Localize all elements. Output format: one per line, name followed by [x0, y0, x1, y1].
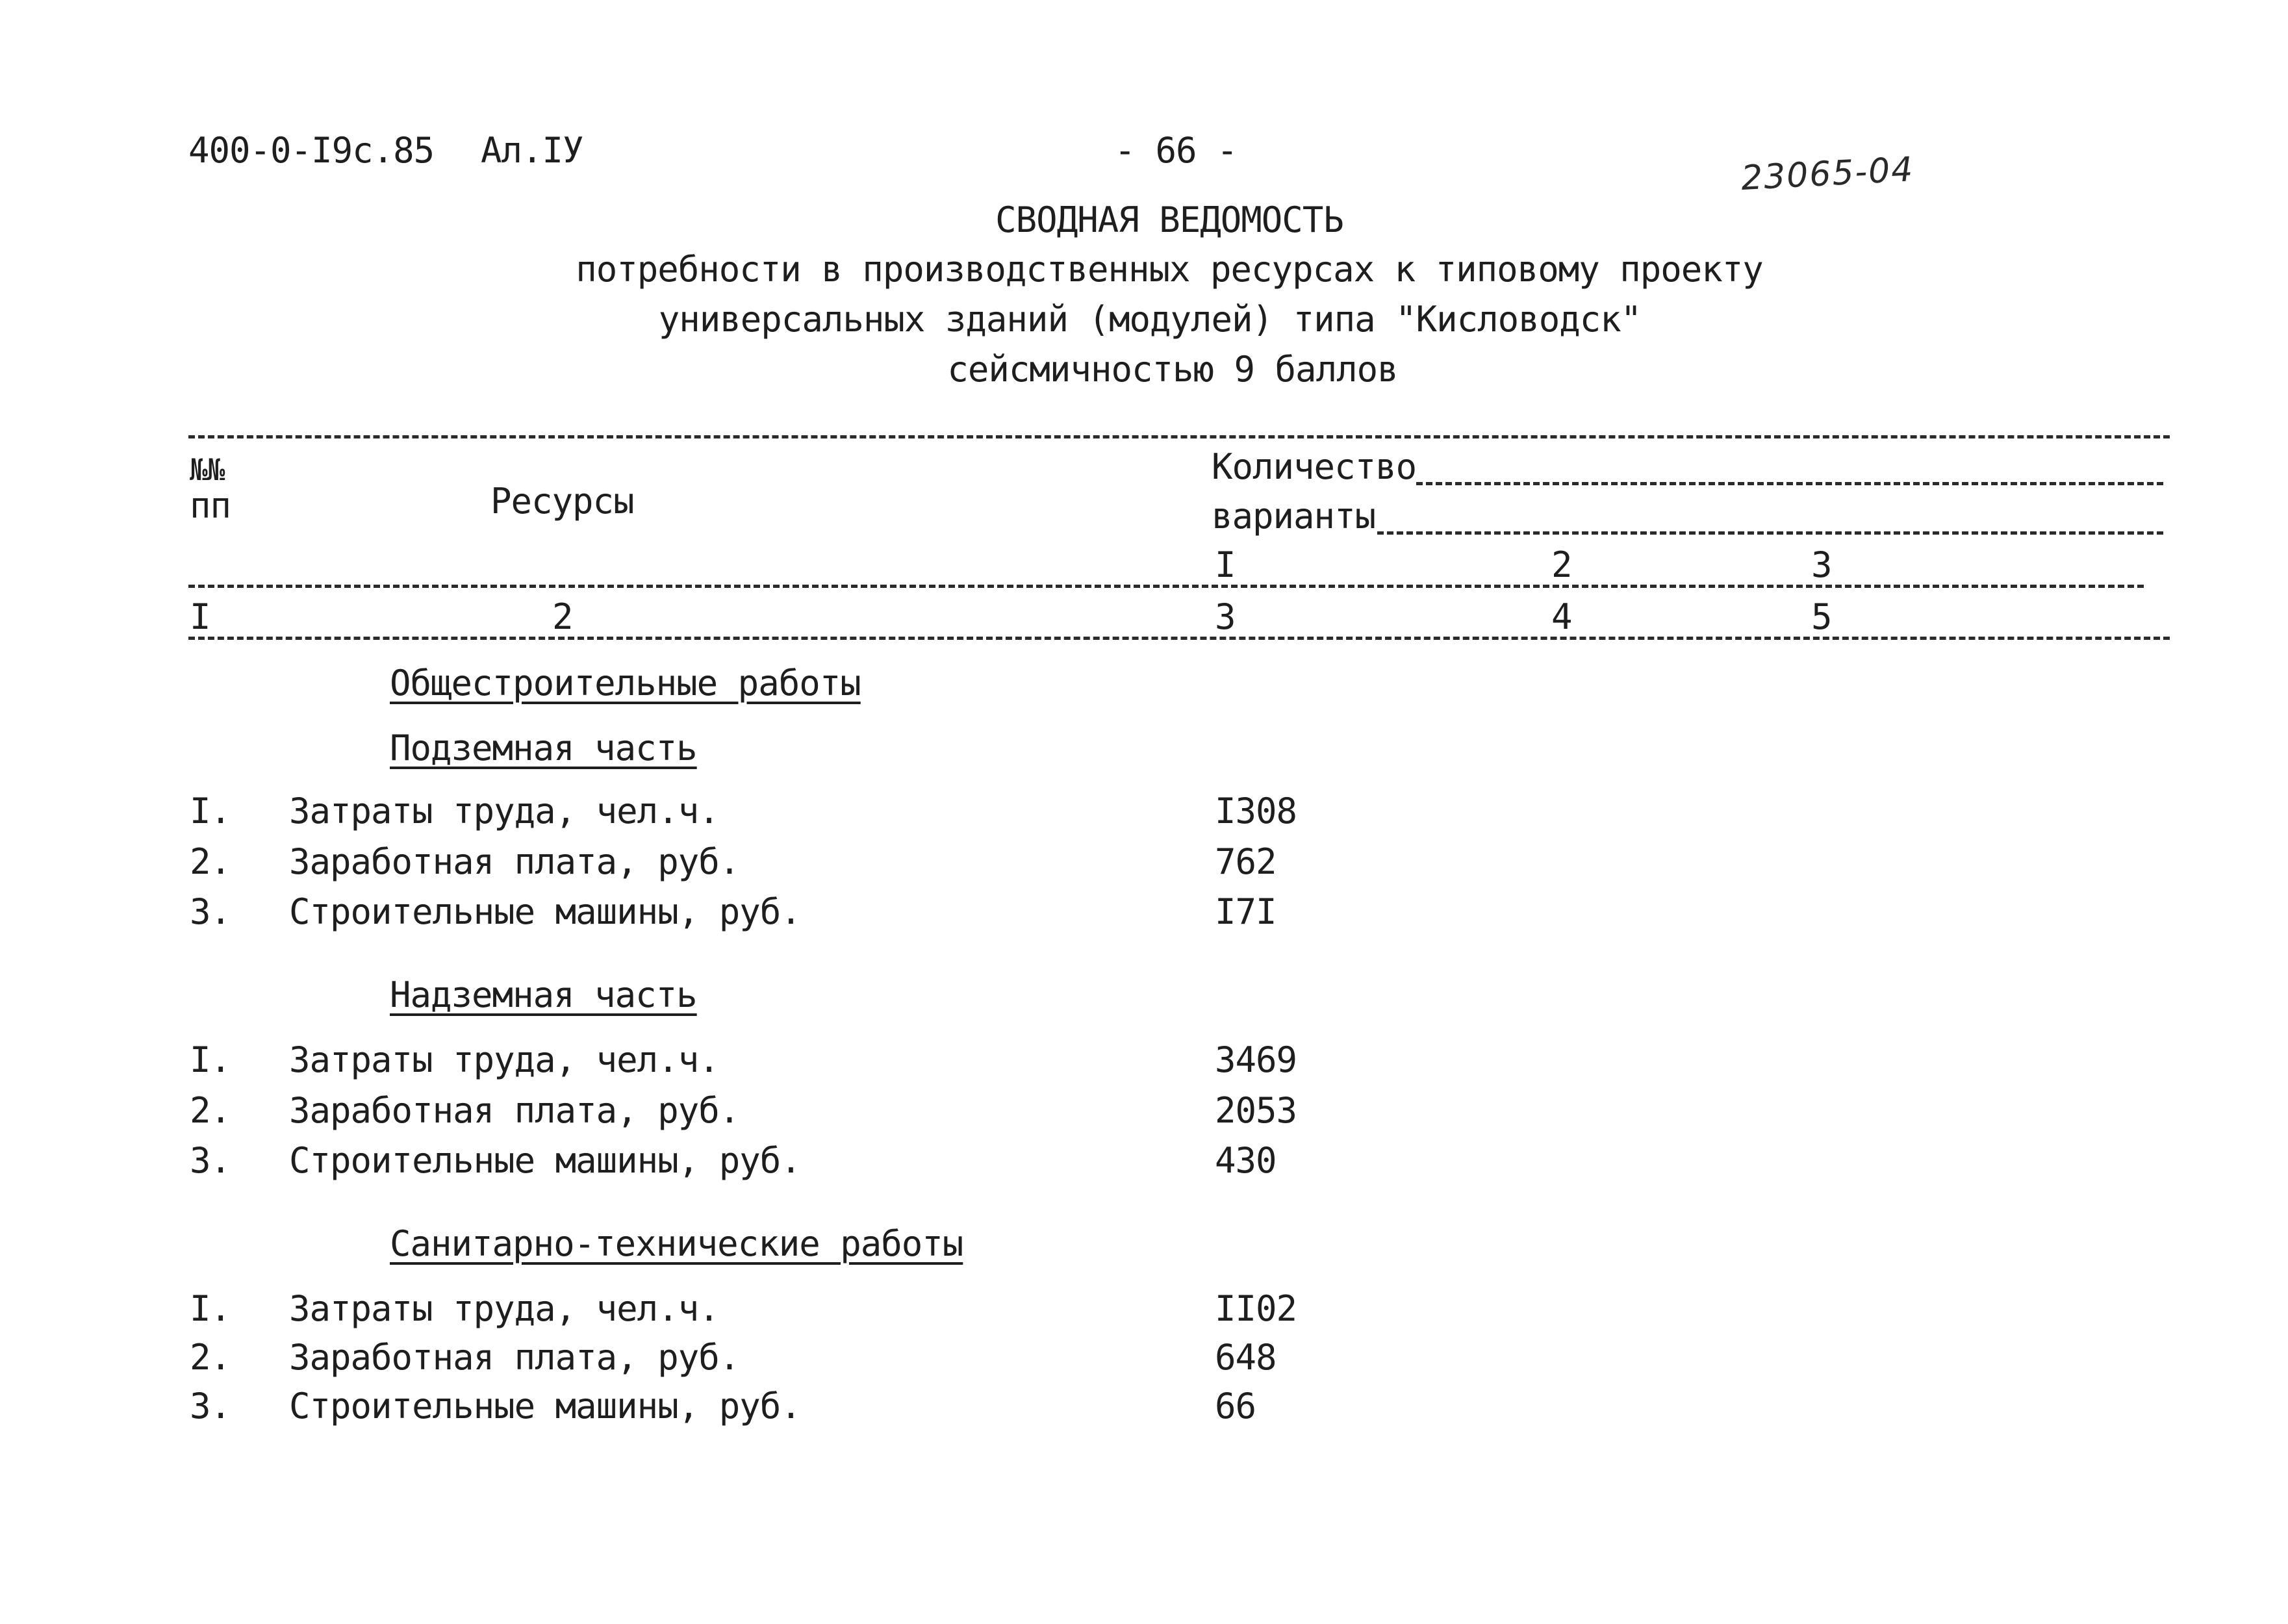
row-resource: Строительные машины, руб. [289, 1386, 801, 1427]
variant-number-3: 3 [1811, 544, 1832, 585]
quantity-header: Количество [1212, 446, 1417, 487]
page-number: - 66 - [1114, 130, 1238, 171]
row-value: 2053 [1215, 1090, 1297, 1131]
doc-subtitle-line3: сейсмичностью 9 баллов [947, 349, 1398, 390]
row-resource: Заработная плата, руб. [289, 1337, 740, 1378]
row-number: 3. [190, 1140, 231, 1181]
row-value: I7I [1215, 891, 1277, 932]
doc-subtitle-line2: универсальных зданий (модулей) типа "Кисловодск" [658, 299, 1642, 340]
subsection-title: Надземная часть [390, 974, 697, 1015]
row-number: I. [190, 1039, 231, 1080]
row-number: 3. [190, 1386, 231, 1427]
row-number: 2. [190, 841, 231, 882]
row-resource: Заработная плата, руб. [289, 841, 740, 882]
row-resource: Затраты труда, чел.ч. [289, 1039, 719, 1080]
variant-number-2: 2 [1551, 544, 1572, 585]
doc-subtitle-line1: потребности в производственных ресурсах к типовому проекту [576, 249, 1763, 290]
row-number: 2. [190, 1337, 231, 1378]
quantity-rule [1416, 482, 2163, 485]
column-number-4: 4 [1551, 596, 1572, 637]
column-number-5: 5 [1811, 596, 1832, 637]
variants-rule [1377, 531, 2163, 535]
document-code: 400-0-I9c.85 [188, 130, 435, 171]
row-value: II02 [1215, 1288, 1297, 1329]
row-number: 3. [190, 891, 231, 932]
num-column-label-pp: пп [190, 485, 231, 526]
row-value: 762 [1215, 841, 1277, 882]
column-number-1: I [190, 596, 210, 637]
resources-column-header: Ресурсы [490, 481, 634, 522]
row-value: 430 [1215, 1140, 1277, 1181]
row-value: 66 [1215, 1386, 1256, 1427]
table-top-rule [188, 435, 2170, 438]
row-resource: Строительные машины, руб. [289, 1140, 801, 1181]
handwritten-number: 23065-04 [1740, 150, 1915, 198]
row-value: 3469 [1215, 1039, 1297, 1080]
row-number: I. [190, 791, 231, 831]
variant-number-1: I [1215, 544, 1236, 585]
row-resource: Заработная плата, руб. [289, 1090, 740, 1131]
column-number-3: 3 [1215, 596, 1236, 637]
subsection-title: Подземная часть [390, 728, 697, 768]
num-column-label: №№ [190, 452, 225, 487]
row-value: I308 [1215, 791, 1297, 831]
row-resource: Строительные машины, руб. [289, 891, 801, 932]
row-value: 648 [1215, 1337, 1277, 1378]
row-resource: Затраты труда, чел.ч. [289, 1288, 719, 1329]
variants-header: варианты [1212, 496, 1376, 537]
doc-title: СВОДНАЯ ВЕДОМОСТЬ [995, 199, 1343, 240]
column-number-2: 2 [552, 596, 573, 637]
header-rule [188, 585, 2144, 588]
row-resource: Затраты труда, чел.ч. [289, 791, 719, 831]
album-label: Ал.IУ [481, 130, 583, 171]
row-number: I. [190, 1288, 231, 1329]
column-numbers-rule [188, 637, 2170, 640]
section-title: Общестроительные работы [390, 663, 861, 704]
row-number: 2. [190, 1090, 231, 1131]
subsection-title: Санитарно-технические работы [390, 1223, 963, 1264]
